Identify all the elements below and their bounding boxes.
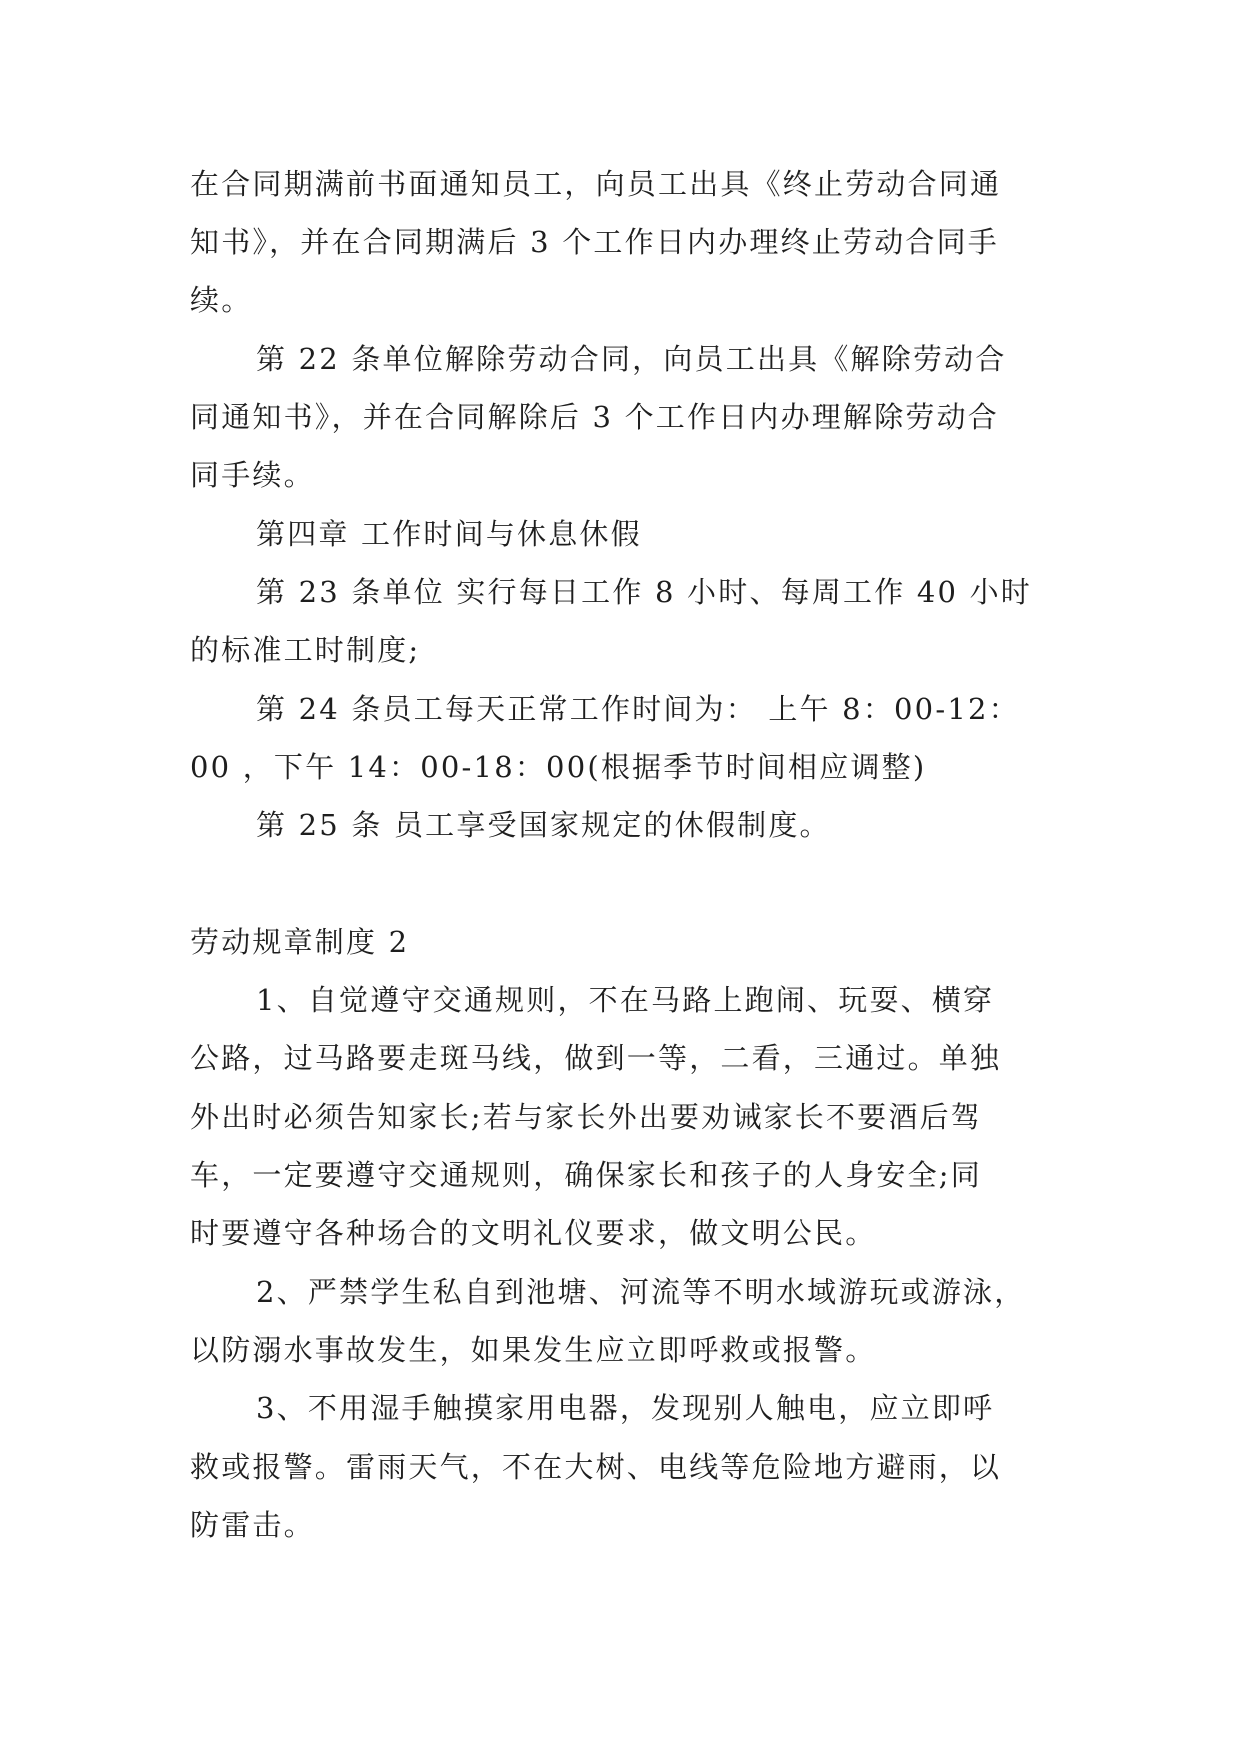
text-line: 第 24 条员工每天正常工作时间为： 上午 8：00-12： xyxy=(256,692,1020,726)
text-line: 的标准工时制度; xyxy=(190,633,421,667)
chapter-heading: 第四章 工作时间与休息休假 xyxy=(256,517,642,551)
text-line: 公路，过马路要走斑马线，做到一等，二看，三通过。单独 xyxy=(190,1041,1002,1075)
text-line: 以防溺水事故发生，如果发生应立即呼救或报警。 xyxy=(190,1333,877,1367)
text-line: 第 23 条单位 实行每日工作 8 小时、每周工作 40 小时 xyxy=(256,575,1032,609)
text-line: 第 22 条单位解除劳动合同，向员工出具《解除劳动合 xyxy=(256,342,1007,376)
text-line: 外出时必须告知家长;若与家长外出要劝诫家长不要酒后驾 xyxy=(190,1100,982,1134)
text-line: 防雷击。 xyxy=(190,1508,315,1542)
text-line: 车，一定要遵守交通规则，确保家长和孩子的人身安全;同 xyxy=(190,1158,982,1192)
text-line: 续。 xyxy=(190,283,253,317)
text-line: 在合同期满前书面通知员工，向员工出具《终止劳动合同通 xyxy=(190,167,1002,201)
text-line: 第 25 条 员工享受国家规定的休假制度。 xyxy=(256,808,831,842)
section-title: 劳动规章制度 2 xyxy=(190,925,410,959)
text-line: 知书》，并在合同期满后 3 个工作日内办理终止劳动合同手 xyxy=(190,225,999,259)
text-line: 2、严禁学生私自到池塘、河流等不明水域游玩或游泳， xyxy=(256,1275,1026,1309)
text-line: 同手续。 xyxy=(190,458,315,492)
text-line: 1、自觉遵守交通规则，不在马路上跑闹、玩耍、横穿 xyxy=(256,983,995,1017)
text-line: 同通知书》，并在合同解除后 3 个工作日内办理解除劳动合 xyxy=(190,400,999,434)
text-line: 00 ，下午 14：00-18：00(根据季节时间相应调整) xyxy=(190,750,927,784)
text-line: 时要遵守各种场合的文明礼仪要求，做文明公民。 xyxy=(190,1216,877,1250)
text-line: 救或报警。雷雨天气，不在大树、电线等危险地方避雨，以 xyxy=(190,1450,1002,1484)
text-line: 3、不用湿手触摸家用电器，发现别人触电，应立即呼 xyxy=(256,1391,995,1425)
